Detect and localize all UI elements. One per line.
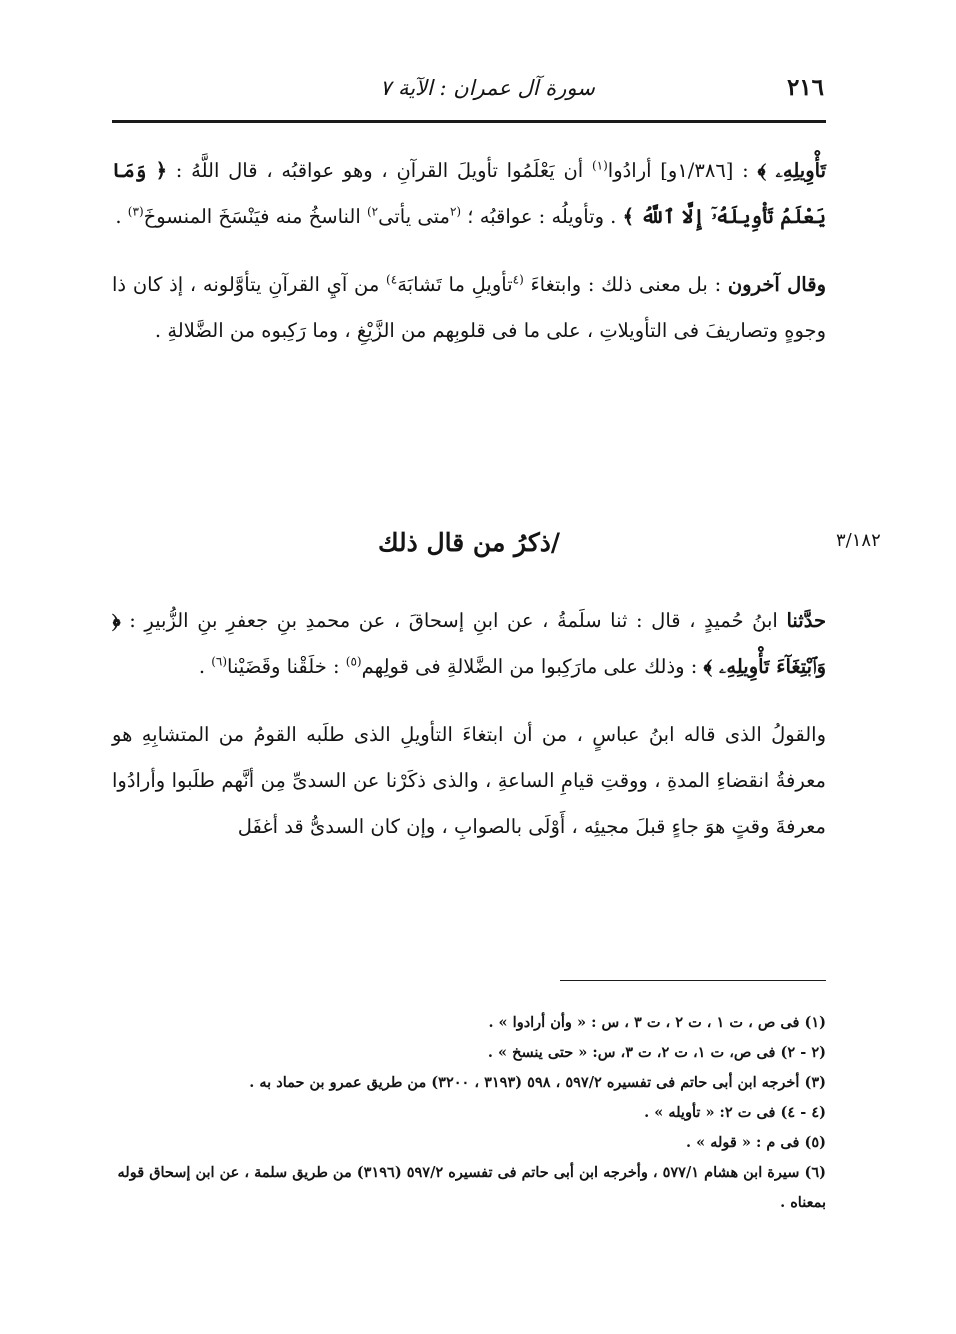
surah-heading: سورة آل عمران : الآية ٧ bbox=[380, 76, 595, 100]
text-run: : [١/٣٨٦و] أرادُوا bbox=[607, 159, 758, 182]
body-text-top bbox=[112, 148, 826, 376]
margin-note: ٣/١٨٢ bbox=[836, 530, 881, 551]
text-run: : وذلك على مارَكِبوا من الضَّلالةِ فى قولِهم bbox=[361, 655, 704, 678]
quran-quote: تَأْوِيلِهِۦ ﴾ bbox=[757, 159, 826, 182]
text-run: . bbox=[198, 655, 212, 678]
text-run: . bbox=[115, 205, 128, 228]
header-rule bbox=[112, 120, 826, 123]
footnote-6: (٦) سيرة ابن هشام ٥٧٧/١ ، وأخرجه ابن أبى حاتم فى تفسيره ٥٩٧/٢ (٣١٩٦) من طريق سلمة ، عن ابن إسحاق قوله بمعناه . bbox=[117, 1164, 826, 1211]
paragraph-4 bbox=[112, 712, 826, 850]
footnote-ref: (٤ bbox=[512, 272, 524, 287]
section-heading: /ذكرُ من قال ذلك bbox=[377, 528, 561, 557]
paragraph-1 bbox=[112, 148, 826, 240]
footnote-3: (٣) أخرجه ابن أبى حاتم فى تفسيره ٥٩٧/٢ ، ٥٩٨ (٣١٩٣ ، ٣٢٠٠) من طريق عمرو بن حماد به . bbox=[249, 1074, 826, 1091]
footnote-4: (٤ - ٤) فى ت ٢: « تأويله » . bbox=[644, 1104, 826, 1121]
text-run: . وتأويلُه : عواقبُه ؛ bbox=[461, 205, 623, 228]
footnote-1: (١) فى ص ، ت ١ ، ت ٢ ، ت ٣ ، س : « وأن أرادوا » . bbox=[488, 1014, 826, 1031]
text-run: الناسخُ منه فيَنْسَخَ المنسوخَ bbox=[143, 205, 367, 228]
footnote-ref: ٢) bbox=[366, 204, 379, 219]
footnotes bbox=[112, 1008, 826, 1218]
footnote-5: (٥) فى م : « قوله » . bbox=[685, 1134, 826, 1151]
text-run: من آيِ القرآنِ يتأوَّلونه ، إذ كان ذا وجوهٍ وتصاريفَ فى التأويلاتِ ، على ما فى قلوبِهم من الزَّيْغِ ، وما رَكِبوه من الضَّلالةِ . bbox=[112, 273, 826, 342]
quran-quote: ﴿ وَمَا يَعْلَمُ تَأْوِيلَهُۥٓ إِلَّا ٱللَّهُ ﴾ bbox=[112, 159, 826, 228]
footnote-ref: (٣) bbox=[127, 204, 144, 219]
paragraph-3 bbox=[112, 598, 826, 690]
footnote-ref: (٥) bbox=[345, 654, 362, 669]
footnote-ref: (٢ bbox=[449, 204, 462, 219]
footnote-ref: ٤) bbox=[386, 272, 398, 287]
footnote-ref: (١) bbox=[591, 158, 608, 173]
footnote-2: (٢ - ٢) فى ص، ت ١، ت ٢، ت ٣، س: « حتى ينسخ » . bbox=[487, 1044, 826, 1061]
body-text-bottom bbox=[112, 598, 826, 872]
text-run: : بل معنى ذلك : وابتغاءَ bbox=[523, 273, 728, 296]
text-run: : خلَقْنا وقَضَيْنا bbox=[227, 655, 346, 678]
lead-phrase: حدَّثنا bbox=[786, 609, 826, 632]
paragraph-2 bbox=[112, 262, 826, 354]
text-run: تأويلِ ما تَشابَهَ bbox=[397, 273, 513, 296]
footnote-separator bbox=[560, 980, 826, 981]
running-head bbox=[112, 74, 824, 110]
text-run: والقولُ الذى قاله ابنُ عباسٍ ، من أن ابتغاءَ التأويلِ الذى طلَبه القومُ من المتشابِهِ هو معرفةُ انقضاءِ المدةِ ، ووقتِ قيامِ الساعةِ ، والذى ذكَرْنا عن السدىِّ مِن أنَّهم طلَبوا وأرادُوا معرفةَ وقتٍ هوَ جاءٍ قبلَ مجيئِه ، أَوْلَى بالصوابِ ، وإن كان السدىُّ قد أغفَل bbox=[112, 723, 826, 838]
text-run: أن يَعْلَمُوا تأويلَ القرآنِ ، وهو عواقبُه ، قال اللَّهُ : bbox=[167, 159, 592, 182]
text-run: ابنُ حُميدٍ ، قال : ثنا سلَمةُ ، عن ابنِ إسحاقَ ، عن محمدِ بنِ جعفرِ بنِ الزُّبيرِ : bbox=[120, 609, 787, 632]
page-number: ٢١٦ bbox=[786, 74, 824, 101]
lead-phrase: وقال آخرون bbox=[727, 273, 826, 296]
footnote-ref: (٦) bbox=[211, 654, 228, 669]
quran-quote: ﴿ وَٱبْتِغَآءَ تَأْوِيلِهِۦ ﴾ bbox=[112, 609, 826, 678]
text-run: متى يأتى bbox=[378, 205, 450, 228]
